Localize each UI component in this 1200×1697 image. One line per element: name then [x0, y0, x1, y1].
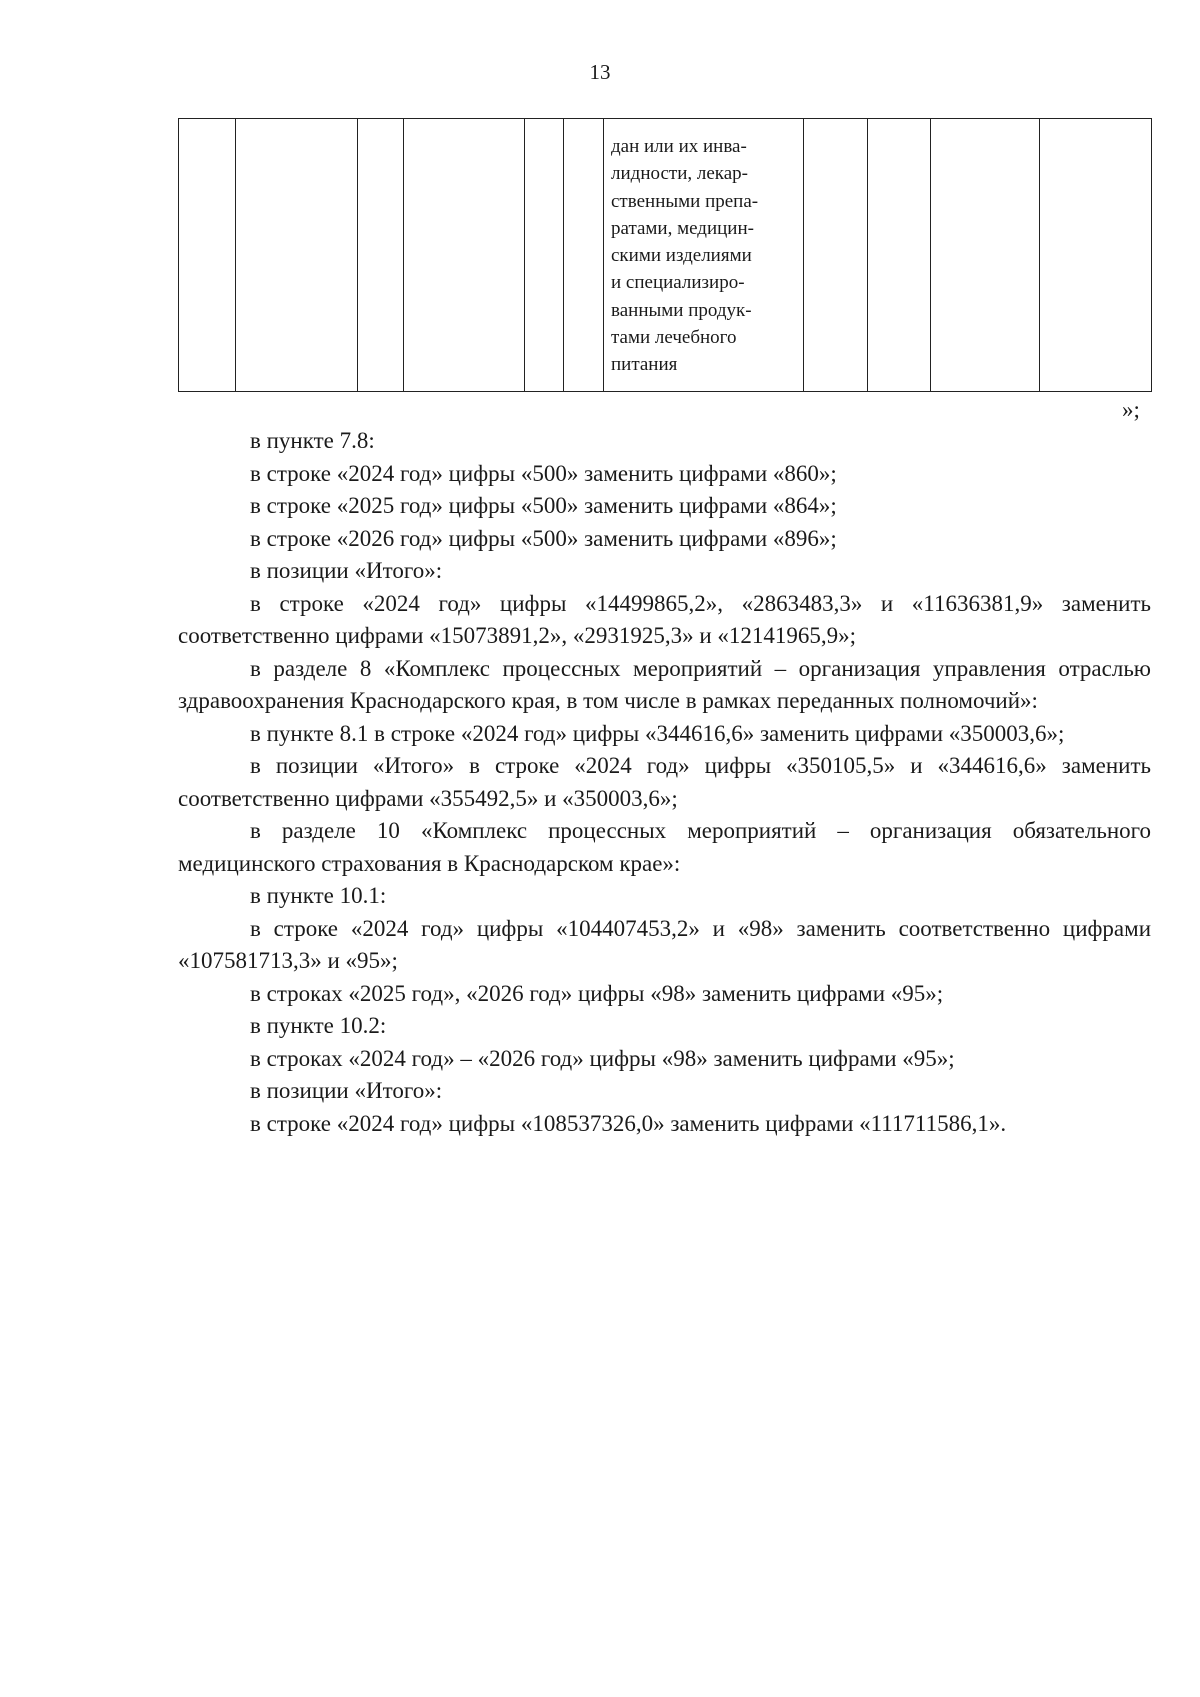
table-cell	[564, 119, 604, 392]
closing-quote-mark: »;	[1122, 397, 1140, 422]
paragraph: в позиции «Итого»:	[250, 1078, 443, 1103]
paragraph: в позиции «Итого» в строке «2024 год» цифры «350105,5» и «344616,6» заменить соответственно цифрами «355492,5» и «350003,6»;	[178, 753, 1151, 811]
paragraph: в пункте 7.8:	[250, 428, 375, 453]
paragraph: в строке «2024 год» цифры «14499865,2», «2863483,3» и «11636381,9» заменить соответственно цифрами «15073891,2», «2931925,3» и «12141965,9»;	[178, 590, 1151, 648]
amendment-text	[178, 425, 1151, 1140]
table-cell	[1040, 119, 1152, 392]
table-continuation	[178, 118, 1152, 392]
table-cell	[525, 119, 564, 392]
cell-text-line: питания	[611, 354, 678, 376]
paragraph: в позиции «Итого»:	[250, 558, 443, 583]
cell-text-line: ратами, медицин-	[611, 217, 754, 239]
paragraph: в строках «2025 год», «2026 год» цифры «98» заменить цифрами «95»;	[250, 980, 944, 1006]
paragraph: в строках «2024 год» – «2026 год» цифры «98» заменить цифрами «95»;	[250, 1045, 955, 1071]
paragraph: в строке «2024 год» цифры «108537326,0» заменить цифрами «111711586,1».	[250, 1110, 1007, 1136]
paragraph: в разделе 10 «Комплекс процессных мероприятий – организация обязательного медицинского страхования в Краснодарском крае»:	[178, 818, 1151, 876]
table-cell	[179, 119, 236, 392]
cell-text-line: скими изделиями	[611, 245, 752, 267]
paragraph: в пункте 10.2:	[250, 1013, 387, 1038]
cell-text-line: и специализиро-	[611, 272, 745, 294]
paragraph: в строке «2024 год» цифры «104407453,2» и «98» заменить соответственно цифрами «107581713,3» и «95»;	[178, 915, 1151, 973]
cell-text-line: дан или их инва-	[611, 136, 747, 157]
cell-text-line: ственными препа-	[611, 190, 759, 212]
cell-text-line: лидности, лекар-	[611, 163, 748, 185]
cell-text-line: ванными продук-	[611, 299, 752, 321]
page-number: 13	[589, 60, 611, 84]
paragraph: в строке «2026 год» цифры «500» заменить цифрами «896»;	[250, 525, 837, 551]
table-cell	[804, 119, 868, 392]
table-cell	[236, 119, 358, 392]
paragraph: в разделе 8 «Комплекс процессных мероприятий – организация управления отраслью здравоохранения Краснодарского края, в том числе в рамках переданных полномочий»:	[178, 655, 1151, 713]
paragraph: в строке «2024 год» цифры «500» заменить цифрами «860»;	[250, 460, 837, 486]
cell-text-line: тами лечебного	[611, 327, 737, 349]
table-cell	[868, 119, 931, 392]
table-cell-text	[604, 119, 804, 392]
paragraph: в пункте 10.1:	[250, 883, 387, 908]
table-cell	[358, 119, 404, 392]
table-cell	[931, 119, 1040, 392]
paragraph: в строке «2025 год» цифры «500» заменить цифрами «864»;	[250, 493, 837, 518]
paragraph: в пункте 8.1 в строке «2024 год» цифры «344616,6» заменить цифрами «350003,6»;	[250, 720, 1065, 746]
table-cell	[404, 119, 525, 392]
table-row	[179, 119, 1152, 392]
